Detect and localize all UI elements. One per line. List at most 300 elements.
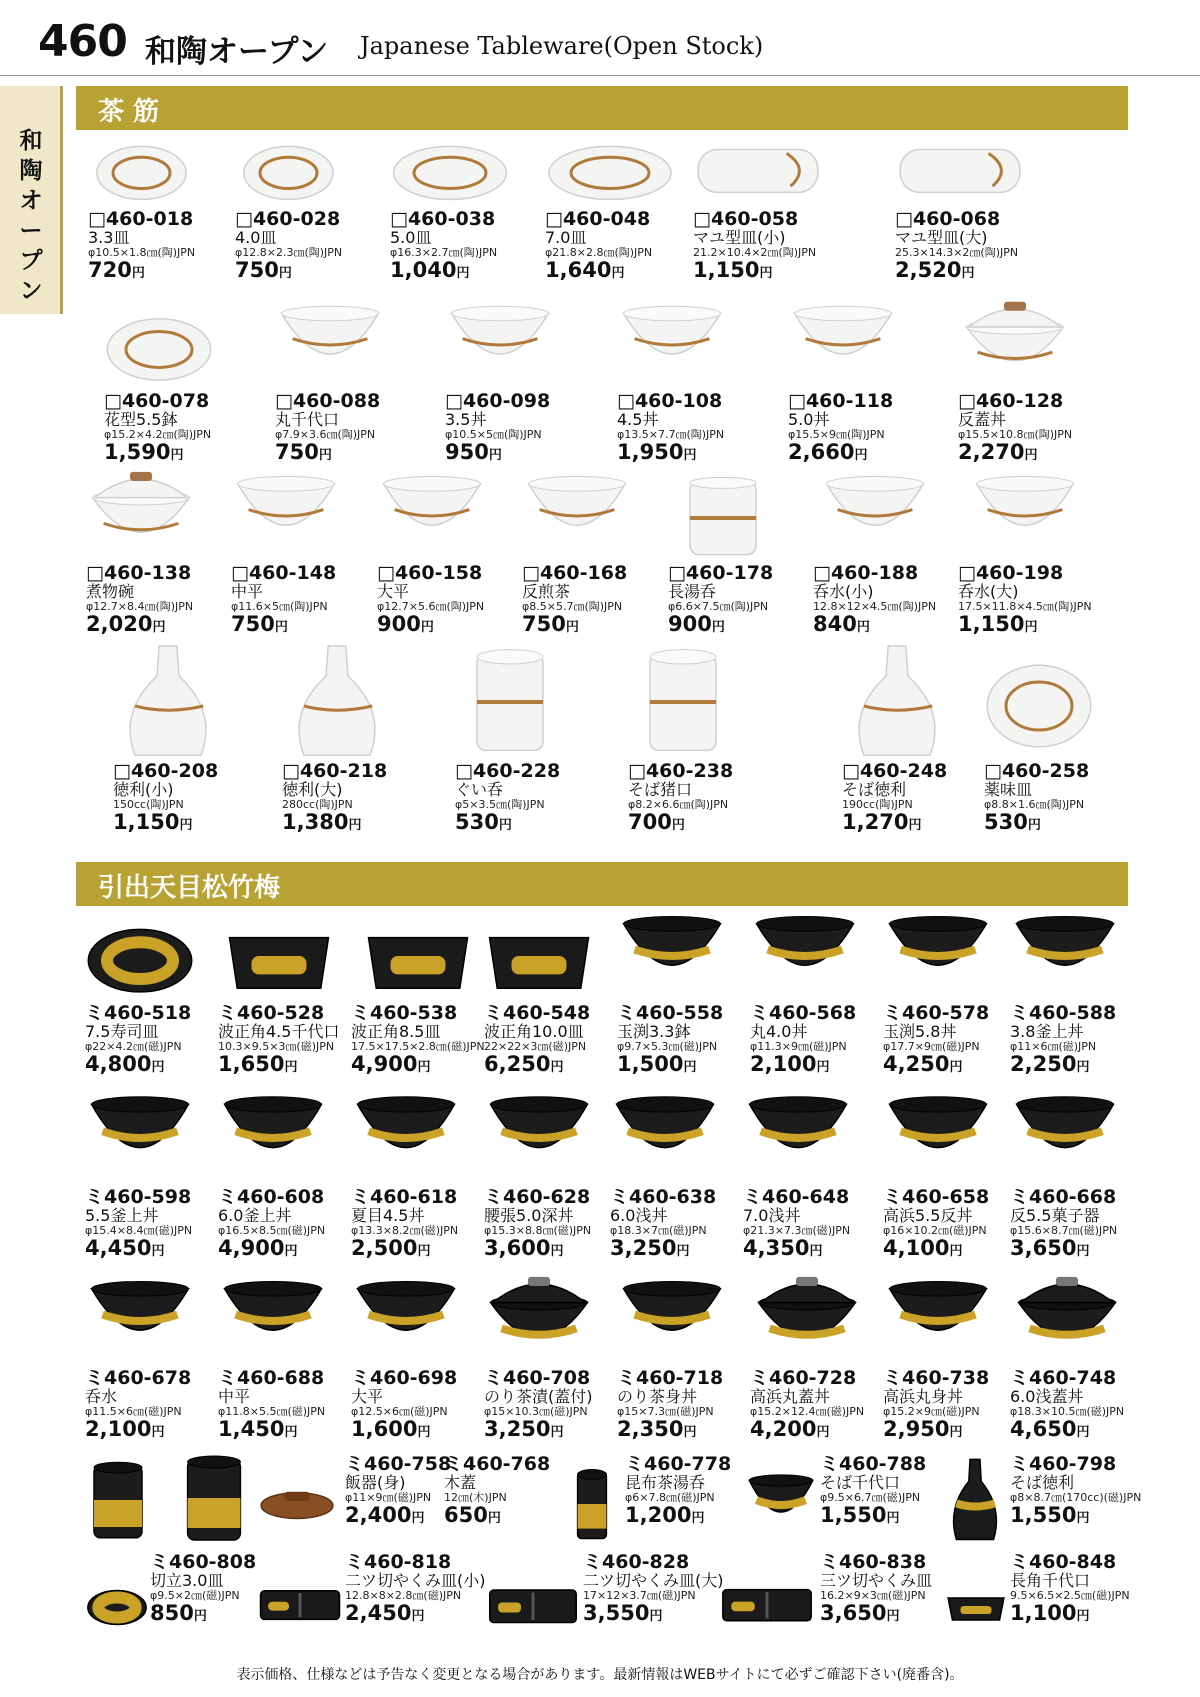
product-spec: φ10.5×5㎝(陶)JPN xyxy=(445,428,542,441)
product-item[interactable] xyxy=(522,470,632,639)
product-price xyxy=(1010,1602,1130,1628)
product-item[interactable] xyxy=(351,910,485,1079)
product-name: 煮物碗 xyxy=(86,582,135,601)
product-image[interactable] xyxy=(568,1463,616,1545)
product-name: 7.0浅丼 xyxy=(743,1206,801,1225)
product-name: 二ツ切やくみ皿(大) xyxy=(583,1571,724,1590)
product-item[interactable] xyxy=(1010,1275,1124,1444)
product-price xyxy=(390,259,510,285)
product-item[interactable] xyxy=(85,1090,195,1263)
price-unit: 円 xyxy=(456,266,470,281)
product-code: ミ460-588 xyxy=(1010,1002,1117,1024)
product-item[interactable] xyxy=(85,910,195,1079)
product-price xyxy=(958,613,1092,639)
price-unit: 円 xyxy=(179,818,193,833)
price-unit: 円 xyxy=(550,1425,564,1440)
product-price xyxy=(351,1237,461,1263)
price-unit: 円 xyxy=(417,1244,431,1259)
product-image[interactable] xyxy=(218,1090,328,1186)
product-item[interactable] xyxy=(842,640,952,837)
product-item[interactable] xyxy=(88,130,195,285)
product-name: 3.8釜上丼 xyxy=(1010,1022,1084,1041)
product-code: ミ460-808 xyxy=(150,1551,257,1573)
product-image[interactable] xyxy=(351,1275,461,1367)
price-value: 900 xyxy=(668,612,712,636)
product-image[interactable] xyxy=(522,470,632,562)
price-value: 2,100 xyxy=(750,1052,817,1076)
price-unit: 円 xyxy=(649,1609,663,1624)
product-item[interactable] xyxy=(617,1275,727,1444)
product-price xyxy=(545,259,675,285)
product-spec: φ12.7×5.6㎝(陶)JPN xyxy=(377,600,485,613)
product-item[interactable] xyxy=(883,1090,993,1263)
product-item[interactable] xyxy=(984,640,1094,837)
product-image[interactable] xyxy=(545,130,675,208)
product-code: ミ460-548 xyxy=(484,1002,591,1024)
price-value: 4,250 xyxy=(883,1052,950,1076)
header-divider xyxy=(0,75,1200,76)
product-image[interactable] xyxy=(617,300,727,390)
product-image[interactable] xyxy=(945,1586,1007,1626)
price-value: 3,650 xyxy=(1010,1236,1077,1260)
section-title: 茶 筋 xyxy=(98,97,160,127)
product-image[interactable] xyxy=(275,300,385,390)
product-image[interactable] xyxy=(1010,910,1120,1002)
product-spec: φ11×6㎝(磁)JPN xyxy=(1010,1040,1097,1053)
product-item[interactable] xyxy=(617,300,727,467)
price-value: 900 xyxy=(377,612,421,636)
product-item[interactable] xyxy=(545,130,675,285)
product-name: 飯器(身) xyxy=(345,1473,406,1492)
product-price xyxy=(150,1602,256,1628)
product-code: □460-058 xyxy=(693,208,799,230)
product-code: ミ460-668 xyxy=(1010,1186,1117,1208)
product-spec: φ16.5×8.5㎝(磁)JPN xyxy=(218,1224,326,1237)
product-code: □460-158 xyxy=(377,562,483,584)
product-image[interactable] xyxy=(104,300,214,390)
product-image[interactable] xyxy=(113,640,223,760)
product-item[interactable] xyxy=(1010,1455,1141,1530)
product-spec: φ11.5×6㎝(磁)JPN xyxy=(85,1405,182,1418)
product-item[interactable] xyxy=(218,1275,328,1444)
product-spec: φ5×3.5㎝(陶)JPN xyxy=(455,798,545,811)
product-item[interactable] xyxy=(484,1090,594,1263)
product-image[interactable] xyxy=(258,1582,342,1626)
product-name: 腰張5.0深丼 xyxy=(484,1206,574,1225)
product-spec: φ6×7.8㎝(磁)JPN xyxy=(625,1491,715,1504)
product-price xyxy=(351,1418,461,1444)
product-image[interactable] xyxy=(282,640,392,760)
product-image[interactable] xyxy=(1012,1275,1122,1367)
product-item[interactable] xyxy=(345,1455,451,1530)
product-image[interactable] xyxy=(170,1448,258,1548)
product-spec: φ15.2×9㎝(磁)JPN xyxy=(883,1405,980,1418)
product-code: ミ460-818 xyxy=(345,1551,452,1573)
product-code: □460-188 xyxy=(813,562,919,584)
product-item[interactable] xyxy=(445,300,555,467)
product-image[interactable] xyxy=(984,640,1094,760)
product-image[interactable] xyxy=(258,1478,336,1524)
price-unit: 円 xyxy=(1076,1060,1090,1075)
price-value: 4,100 xyxy=(883,1236,950,1260)
product-spec: φ9.5×2㎝(磁)JPN xyxy=(150,1589,240,1602)
section-header-band xyxy=(76,862,1128,906)
product-image[interactable] xyxy=(970,470,1080,562)
price-unit: 円 xyxy=(417,1060,431,1075)
product-image[interactable] xyxy=(86,470,196,562)
product-image[interactable] xyxy=(487,1580,579,1630)
price-value: 700 xyxy=(628,810,672,834)
product-spec: 12.8×12×4.5㎝(陶)JPN xyxy=(813,600,937,613)
side-index-tab[interactable] xyxy=(0,86,63,314)
product-image[interactable] xyxy=(617,1275,727,1367)
product-image[interactable] xyxy=(788,300,898,390)
product-item[interactable] xyxy=(444,1455,550,1530)
product-code: □460-038 xyxy=(390,208,496,230)
product-code: □460-248 xyxy=(842,760,948,782)
product-item[interactable] xyxy=(351,1090,461,1263)
product-price xyxy=(282,811,392,837)
product-code: ミ460-748 xyxy=(1010,1367,1117,1389)
price-unit: 円 xyxy=(487,1511,501,1526)
product-name: 4.5丼 xyxy=(617,410,659,429)
price-unit: 円 xyxy=(131,266,145,281)
footnote: 表示価格、仕様などは予告なく変更となる場合があります。最新情報はWEBサイトにて必ずご確認下さい(廃番含)。 xyxy=(236,1667,964,1683)
product-item[interactable] xyxy=(231,470,341,639)
price-value: 2,950 xyxy=(883,1417,950,1441)
product-image[interactable] xyxy=(745,1470,817,1540)
product-image[interactable] xyxy=(1010,1090,1120,1186)
product-code: □460-018 xyxy=(88,208,194,230)
product-spec: φ15×7.3㎝(磁)JPN xyxy=(617,1405,714,1418)
product-item[interactable] xyxy=(958,300,1072,467)
product-image[interactable] xyxy=(895,130,1025,208)
price-unit: 円 xyxy=(886,1609,900,1624)
product-image[interactable] xyxy=(78,1455,158,1545)
product-price xyxy=(218,1053,339,1079)
product-item[interactable] xyxy=(820,1455,926,1530)
page-subtitle: Japanese Tableware(Open Stock) xyxy=(360,32,764,60)
product-code: □460-048 xyxy=(545,208,651,230)
price-value: 2,250 xyxy=(1010,1052,1077,1076)
product-image[interactable] xyxy=(484,910,594,1002)
product-item[interactable] xyxy=(218,1090,328,1263)
product-price xyxy=(820,1602,932,1628)
product-image[interactable] xyxy=(85,910,195,1002)
product-name: 長角千代口 xyxy=(1010,1571,1091,1590)
product-image[interactable] xyxy=(218,1275,328,1367)
price-unit: 円 xyxy=(151,1060,165,1075)
product-image[interactable] xyxy=(883,910,993,1002)
price-unit: 円 xyxy=(816,1425,830,1440)
product-code: □460-148 xyxy=(231,562,337,584)
product-spec: 17.5×11.8×4.5㎝(陶)JPN xyxy=(958,600,1092,613)
product-item[interactable] xyxy=(625,1455,731,1530)
price-unit: 円 xyxy=(170,448,184,463)
product-code: ミ460-578 xyxy=(883,1002,990,1024)
product-price xyxy=(750,1053,860,1079)
product-image[interactable] xyxy=(377,470,487,562)
product-spec: φ6.6×7.5㎝(陶)JPN xyxy=(668,600,769,613)
product-price xyxy=(895,259,1025,285)
product-code: ミ460-768 xyxy=(444,1453,551,1475)
product-code: ミ460-678 xyxy=(85,1367,192,1389)
product-name: 4.0皿 xyxy=(235,228,277,247)
product-name: そば徳利 xyxy=(842,780,907,799)
product-name: 呑水(小) xyxy=(813,582,874,601)
product-name: 7.0皿 xyxy=(545,228,587,247)
product-image[interactable] xyxy=(390,130,510,208)
product-spec: φ15.5×9㎝(陶)JPN xyxy=(788,428,885,441)
product-price xyxy=(444,1504,550,1530)
product-spec: φ22×4.2㎝(磁)JPN xyxy=(85,1040,182,1053)
product-image[interactable] xyxy=(743,1090,853,1186)
product-spec: φ12.8×2.3㎝(陶)JPN xyxy=(235,246,343,259)
product-price xyxy=(218,1418,328,1444)
product-image[interactable] xyxy=(363,910,473,1002)
price-value: 1,550 xyxy=(820,1503,887,1527)
product-image[interactable] xyxy=(484,1275,594,1367)
price-value: 3,250 xyxy=(484,1417,551,1441)
product-image[interactable] xyxy=(750,910,860,1002)
product-item[interactable] xyxy=(484,910,594,1079)
product-price xyxy=(617,1053,727,1079)
price-unit: 円 xyxy=(1076,1609,1090,1624)
price-value: 1,550 xyxy=(1010,1503,1077,1527)
product-item[interactable] xyxy=(86,470,196,639)
product-spec: 17×12×3.7㎝(磁)JPN xyxy=(583,1589,696,1602)
product-code: □460-238 xyxy=(628,760,734,782)
product-item[interactable] xyxy=(484,1275,594,1444)
product-code: □460-178 xyxy=(668,562,774,584)
product-code: ミ460-848 xyxy=(1010,1551,1117,1573)
product-image[interactable] xyxy=(85,1090,195,1186)
product-price xyxy=(610,1237,720,1263)
product-code: ミ460-598 xyxy=(85,1186,192,1208)
price-value: 650 xyxy=(444,1503,488,1527)
product-item[interactable] xyxy=(628,640,738,837)
price-unit: 円 xyxy=(949,1060,963,1075)
product-item[interactable] xyxy=(750,1275,864,1444)
product-name: ぐい呑 xyxy=(455,780,504,799)
product-item[interactable] xyxy=(743,1090,853,1263)
price-value: 2,500 xyxy=(351,1236,418,1260)
product-code: ミ460-718 xyxy=(617,1367,724,1389)
product-name: 3.5丼 xyxy=(445,410,487,429)
product-code: □460-108 xyxy=(617,390,723,412)
product-item[interactable] xyxy=(583,1553,724,1628)
product-code: ミ460-838 xyxy=(820,1551,927,1573)
product-image[interactable] xyxy=(668,470,778,562)
product-image[interactable] xyxy=(944,1455,1006,1543)
product-name: 5.0丼 xyxy=(788,410,830,429)
product-price xyxy=(583,1602,724,1628)
product-code: □460-118 xyxy=(788,390,894,412)
product-image[interactable] xyxy=(610,1090,720,1186)
product-item[interactable] xyxy=(788,300,898,467)
product-spec: φ15×10.3㎝(磁)JPN xyxy=(484,1405,588,1418)
product-code: □460-028 xyxy=(235,208,341,230)
product-name: 丸4.0丼 xyxy=(750,1022,808,1041)
price-value: 6,250 xyxy=(484,1052,551,1076)
product-name: 高浜5.5反丼 xyxy=(883,1206,973,1225)
product-image[interactable] xyxy=(960,300,1070,390)
product-spec: φ12.7×8.4㎝(陶)JPN xyxy=(86,600,194,613)
product-code: ミ460-758 xyxy=(345,1453,452,1475)
product-image[interactable] xyxy=(455,640,565,760)
product-item[interactable] xyxy=(1010,910,1120,1079)
product-item[interactable] xyxy=(113,640,223,837)
product-item[interactable] xyxy=(390,130,510,285)
price-value: 1,150 xyxy=(693,258,760,282)
price-unit: 円 xyxy=(420,620,434,635)
product-name: 夏目4.5丼 xyxy=(351,1206,425,1225)
product-price xyxy=(625,1504,731,1530)
product-item[interactable] xyxy=(351,1275,461,1444)
product-image[interactable] xyxy=(883,1090,993,1186)
product-item[interactable] xyxy=(218,910,339,1079)
price-unit: 円 xyxy=(1024,448,1038,463)
product-image[interactable] xyxy=(693,130,823,208)
price-unit: 円 xyxy=(1024,620,1038,635)
product-image[interactable] xyxy=(720,1580,814,1628)
product-spec: φ8.2×6.6㎝(陶)JPN xyxy=(628,798,729,811)
price-unit: 円 xyxy=(411,1609,425,1624)
product-item[interactable] xyxy=(883,1275,993,1444)
price-unit: 円 xyxy=(1076,1511,1090,1526)
product-name: 6.0浅蓋丼 xyxy=(1010,1387,1084,1406)
price-unit: 円 xyxy=(854,448,868,463)
price-value: 3,550 xyxy=(583,1601,650,1625)
product-image[interactable] xyxy=(241,130,336,208)
product-code: ミ460-728 xyxy=(750,1367,857,1389)
price-unit: 円 xyxy=(565,620,579,635)
product-code: ミ460-568 xyxy=(750,1002,857,1024)
product-item[interactable] xyxy=(820,1553,932,1628)
product-image[interactable] xyxy=(842,640,952,760)
price-unit: 円 xyxy=(759,266,773,281)
product-item[interactable] xyxy=(895,130,1025,285)
product-price xyxy=(984,811,1094,837)
product-image[interactable] xyxy=(85,1275,195,1367)
product-code: □460-208 xyxy=(113,760,219,782)
product-price xyxy=(750,1418,864,1444)
product-item[interactable] xyxy=(750,910,860,1079)
product-image[interactable] xyxy=(820,470,930,562)
price-value: 3,650 xyxy=(820,1601,887,1625)
price-unit: 円 xyxy=(417,1425,431,1440)
product-image[interactable] xyxy=(231,470,341,562)
product-name: 薬味皿 xyxy=(984,780,1033,799)
price-value: 2,520 xyxy=(895,258,962,282)
product-image[interactable] xyxy=(94,130,189,208)
product-price xyxy=(85,1053,195,1079)
price-value: 4,450 xyxy=(85,1236,152,1260)
product-name: 長湯呑 xyxy=(668,582,717,601)
product-spec: 16.2×9×3㎝(磁)JPN xyxy=(820,1589,926,1602)
product-code: ミ460-638 xyxy=(610,1186,717,1208)
price-value: 2,400 xyxy=(345,1503,412,1527)
product-name: 波正角8.5皿 xyxy=(351,1022,441,1041)
product-price xyxy=(351,1053,485,1079)
product-spec: 280cc(陶)JPN xyxy=(282,798,353,811)
product-item[interactable] xyxy=(282,640,392,837)
product-spec: φ11.3×9㎝(磁)JPN xyxy=(750,1040,847,1053)
product-image[interactable] xyxy=(752,1275,862,1367)
product-item[interactable] xyxy=(85,1275,195,1444)
product-item[interactable] xyxy=(693,130,823,285)
price-value: 1,450 xyxy=(218,1417,285,1441)
product-item[interactable] xyxy=(610,1090,720,1263)
price-value: 1,600 xyxy=(351,1417,418,1441)
product-item[interactable] xyxy=(813,470,936,639)
product-name: マユ型皿(小) xyxy=(693,228,786,247)
product-image[interactable] xyxy=(617,910,727,1002)
product-spec: 12㎝(木)JPN xyxy=(444,1491,507,1504)
product-item[interactable] xyxy=(104,300,214,467)
product-item[interactable] xyxy=(617,910,727,1079)
product-image[interactable] xyxy=(224,910,334,1002)
price-value: 840 xyxy=(813,612,857,636)
product-price xyxy=(628,811,738,837)
product-item[interactable] xyxy=(958,470,1092,639)
price-unit: 円 xyxy=(683,1425,697,1440)
price-unit: 円 xyxy=(961,266,975,281)
product-image[interactable] xyxy=(86,1580,148,1630)
product-code: ミ460-628 xyxy=(484,1186,591,1208)
product-item[interactable] xyxy=(275,300,385,467)
price-unit: 円 xyxy=(886,1511,900,1526)
product-price xyxy=(958,441,1072,467)
product-price xyxy=(484,1053,594,1079)
price-unit: 円 xyxy=(498,818,512,833)
product-spec: φ9.5×6.7㎝(磁)JPN xyxy=(820,1491,921,1504)
product-item[interactable] xyxy=(883,910,993,1079)
product-name: 玉渕3.3鉢 xyxy=(617,1022,691,1041)
product-price xyxy=(218,1237,328,1263)
product-spec: φ9.7×5.3㎝(磁)JPN xyxy=(617,1040,718,1053)
product-image[interactable] xyxy=(628,640,738,760)
product-price xyxy=(693,259,823,285)
product-spec: 22×22×3㎝(磁)JPN xyxy=(484,1040,587,1053)
product-price xyxy=(788,441,898,467)
product-item[interactable] xyxy=(377,470,487,639)
product-item[interactable] xyxy=(668,470,778,639)
product-item[interactable] xyxy=(455,640,565,837)
product-item[interactable] xyxy=(1010,1090,1120,1263)
product-item[interactable] xyxy=(1010,1553,1130,1628)
product-code: ミ460-618 xyxy=(351,1186,458,1208)
product-name: 徳利(小) xyxy=(113,780,174,799)
product-image[interactable] xyxy=(351,1090,461,1186)
product-image[interactable] xyxy=(883,1275,993,1367)
product-image[interactable] xyxy=(484,1090,594,1186)
product-name: そば徳利 xyxy=(1010,1473,1075,1492)
product-name: のり茶身丼 xyxy=(617,1387,698,1406)
product-item[interactable] xyxy=(345,1553,486,1628)
product-spec: 21.2×10.4×2㎝(陶)JPN xyxy=(693,246,817,259)
product-name: 徳利(大) xyxy=(282,780,343,799)
product-item[interactable] xyxy=(150,1553,256,1628)
product-image[interactable] xyxy=(445,300,555,390)
product-price xyxy=(86,613,196,639)
product-item[interactable] xyxy=(235,130,342,285)
price-unit: 円 xyxy=(683,448,697,463)
product-spec: φ18.3×7㎝(磁)JPN xyxy=(610,1224,707,1237)
product-code: □460-128 xyxy=(958,390,1064,412)
product-price xyxy=(445,441,555,467)
product-price xyxy=(484,1237,594,1263)
